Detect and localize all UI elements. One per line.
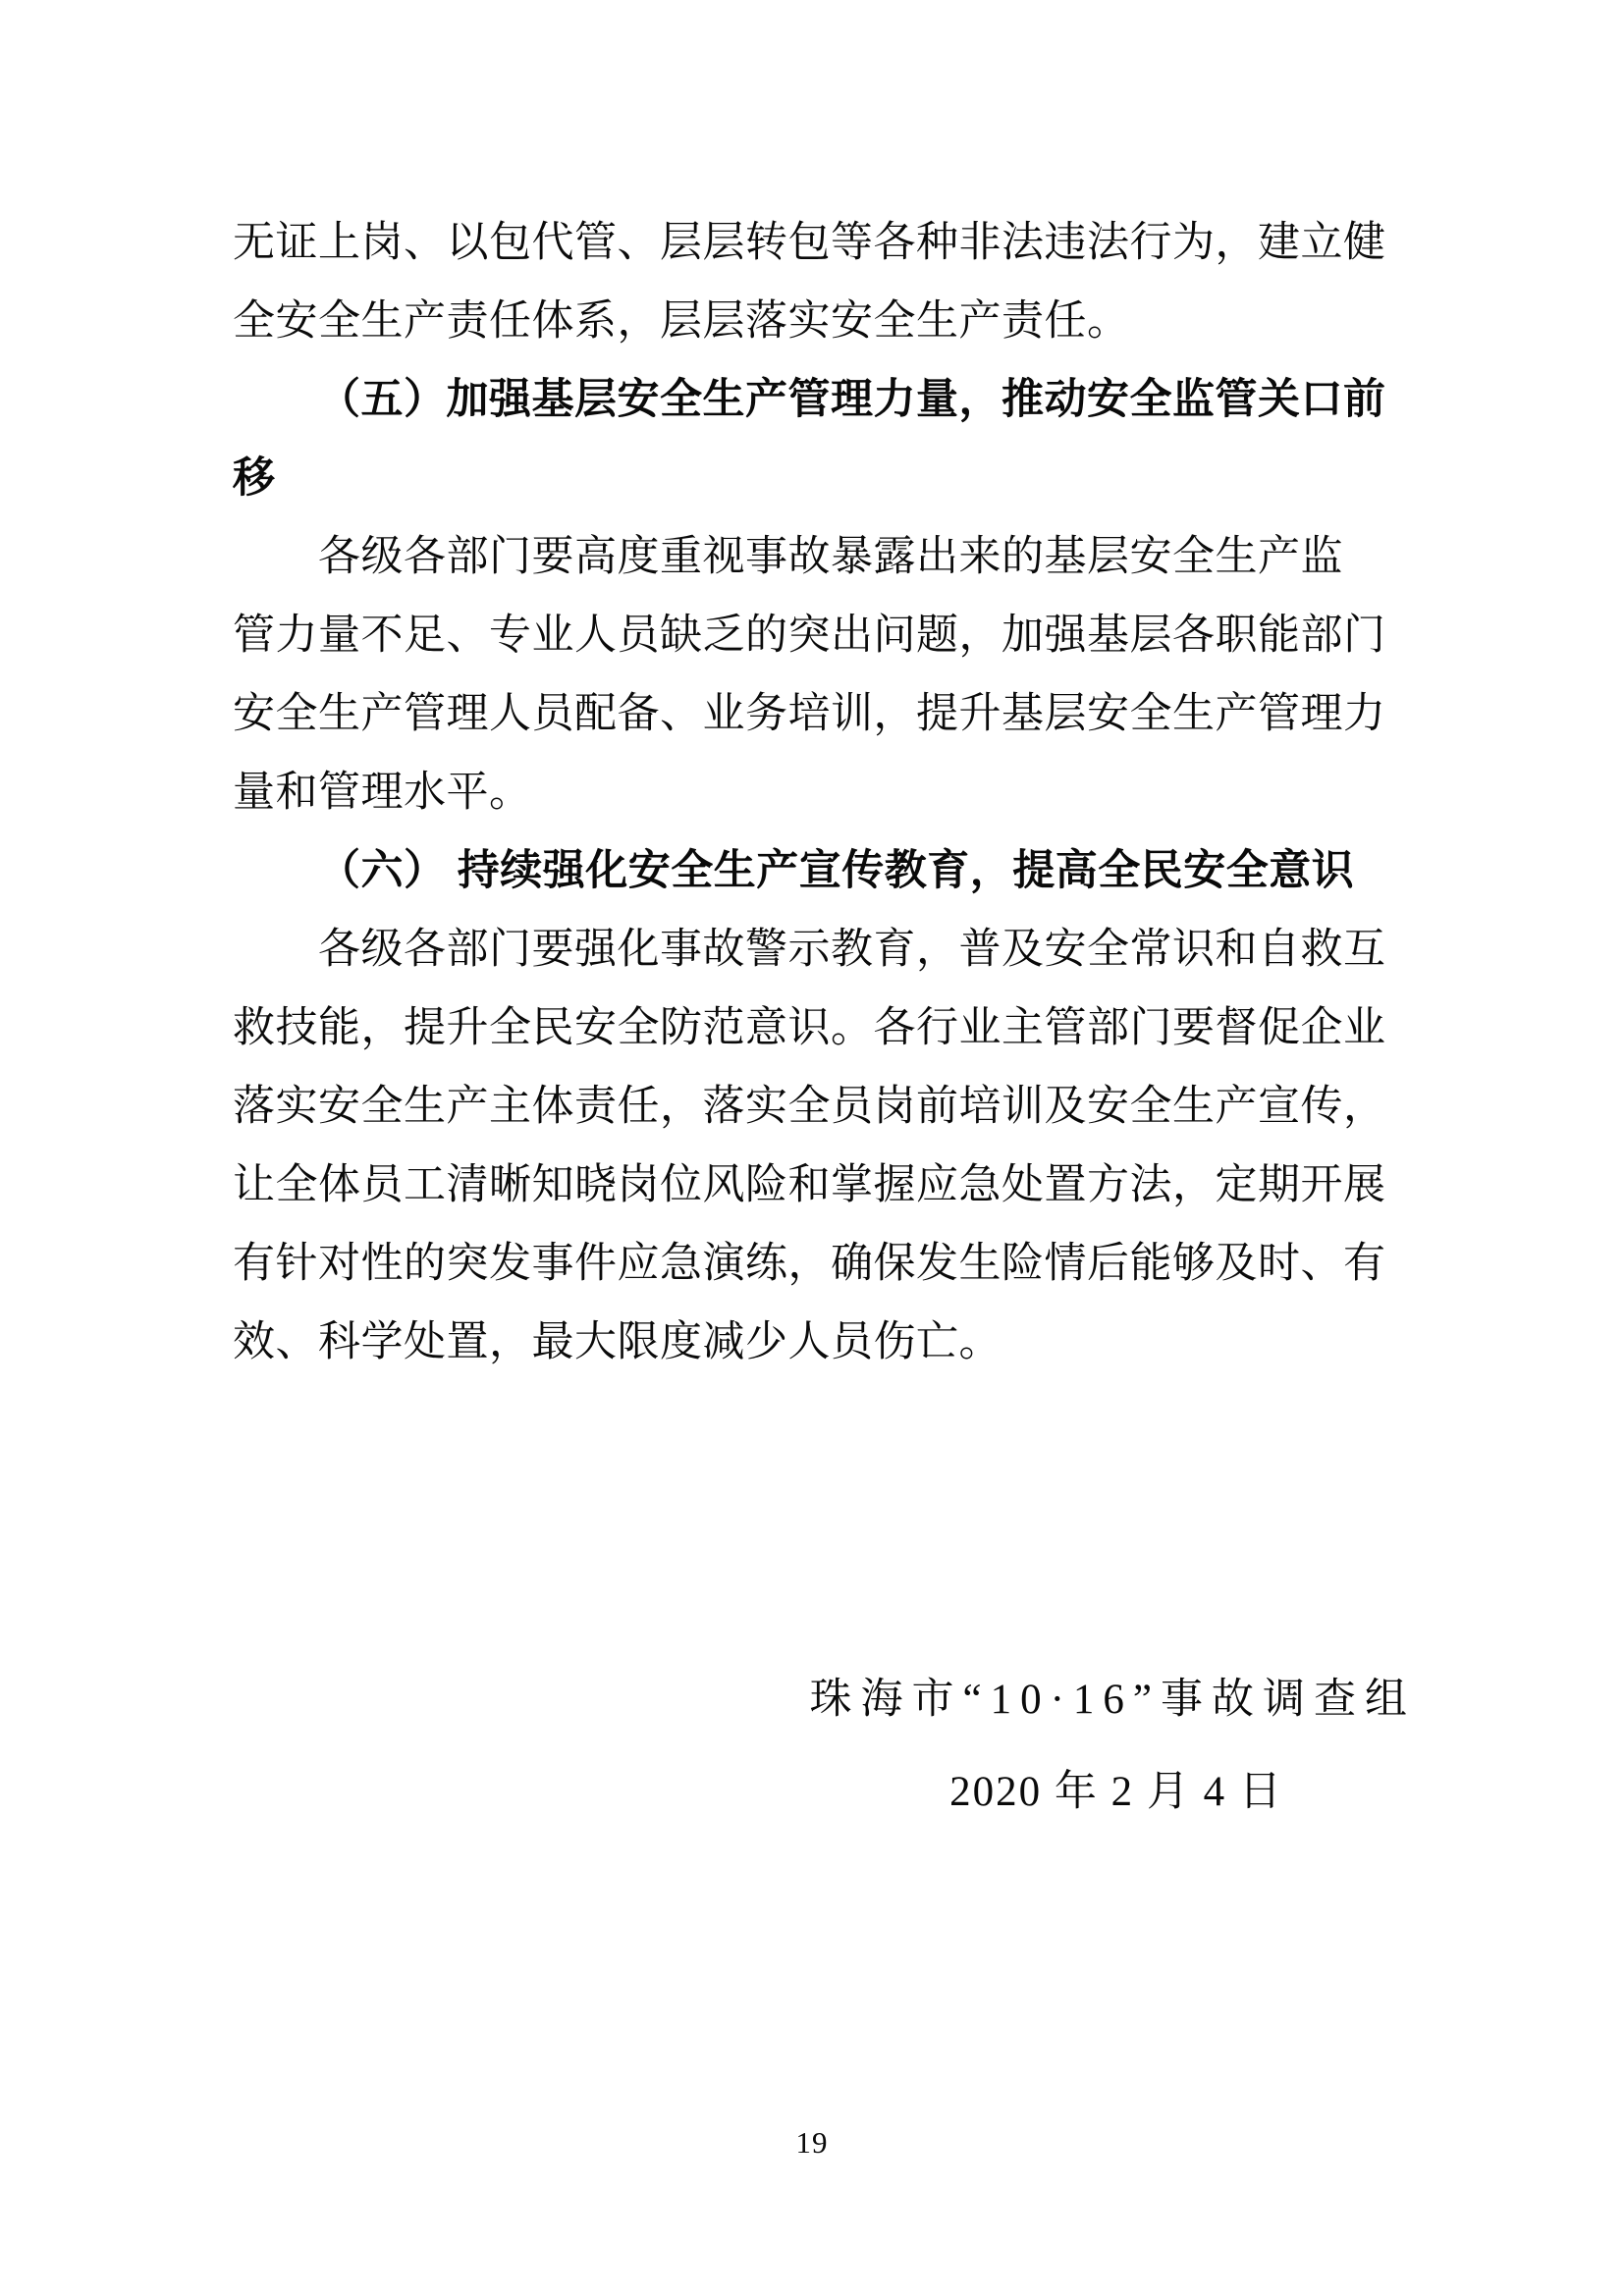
body-line: 无证上岗、以包代管、层层转包等各种非法违法行为，建立健 <box>233 220 1386 266</box>
body-line: 量和管理水平。 <box>233 770 532 816</box>
body-line: 全安全生产责任体系，层层落实安全生产责任。 <box>233 298 1130 345</box>
body-line: 效、科学处置，最大限度减少人员伤亡。 <box>233 1319 1001 1365</box>
section-heading-6: （六） 持续强化安全生产宣传教育，提高全民安全意识 <box>318 848 1355 894</box>
body-text-block <box>233 204 1391 1382</box>
signature-date: 2020 年 2 月 4 日 <box>949 1769 1283 1815</box>
signature-organization: 珠海市“10·16”事故调查组 <box>809 1677 1416 1723</box>
page-number: 19 <box>795 2125 829 2160</box>
body-line: 救技能，提升全民安全防范意识。各行业主管部门要督促企业 <box>233 1005 1386 1051</box>
body-line: 安全生产管理人员配备、业务培训，提升基层安全生产管理力 <box>233 691 1386 737</box>
section-heading-5-line-2: 移 <box>233 455 276 502</box>
body-line: 各级各部门要强化事故警示教育，普及安全常识和自救互 <box>318 927 1386 973</box>
body-line: 让全体员工清晰知晓岗位风险和掌握应急处置方法，定期开展 <box>233 1162 1386 1208</box>
body-line: 管力量不足、专业人员缺乏的突出问题，加强基层各职能部门 <box>233 613 1386 659</box>
body-line: 落实安全生产主体责任，落实全员岗前培训及安全生产宣传， <box>233 1084 1386 1130</box>
body-line: 各级各部门要高度重视事故暴露出来的基层安全生产监 <box>318 534 1343 580</box>
body-line: 有针对性的突发事件应急演练，确保发生险情后能够及时、有 <box>233 1241 1386 1287</box>
section-heading-5-line-1: （五）加强基层安全生产管理力量，推动安全监管关口前 <box>318 377 1386 423</box>
